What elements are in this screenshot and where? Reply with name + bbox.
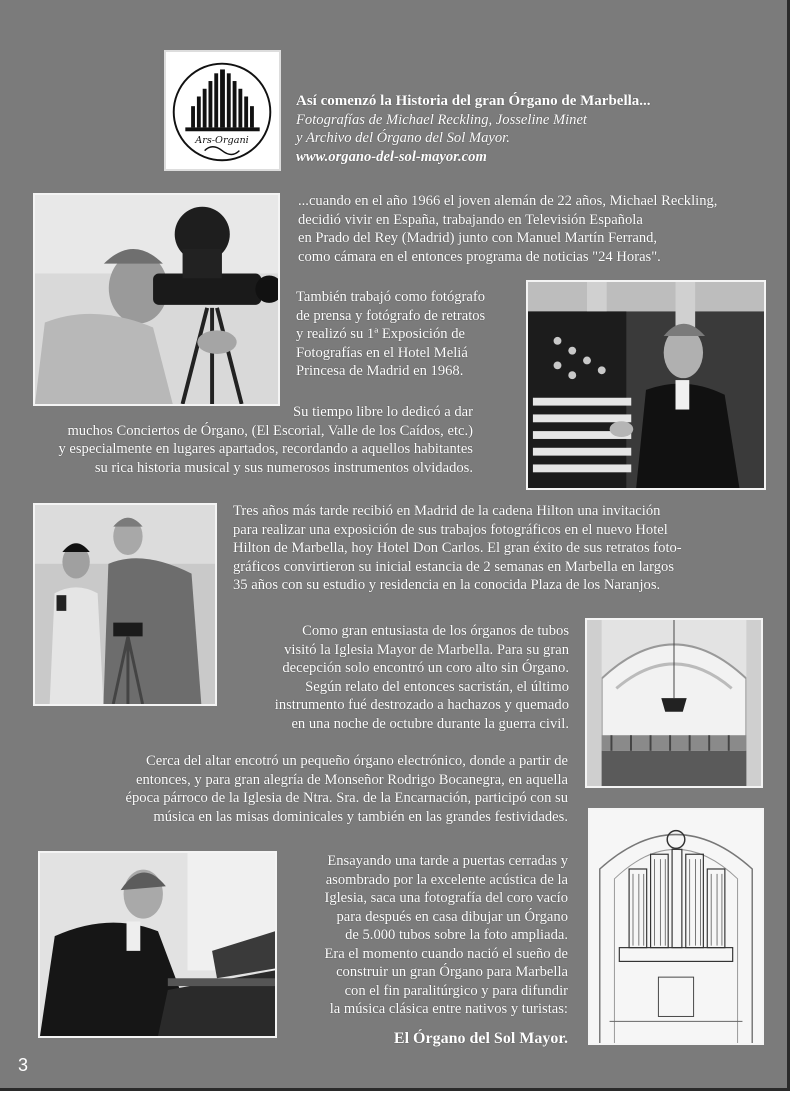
header-text: [296, 92, 651, 166]
ars-organi-logo: [164, 50, 281, 171]
paragraph-4: Tres años más tarde recibió en Madrid de la cadena Hilton una invitación para realizar una exposición de sus trabajos fotográficos en el nuevo Hotel Hilton de Marbella, hoy Hotel Don Carlos. El gran éxito de sus retratos foto- gráficos convirtieron su inicial estancia de 2 semanas en Marbella en largos 35 años con su estudio y residencia en la conocida Plaza de los Naranjos.: [233, 503, 682, 593]
paragraph-1: ...cuando en el año 1966 el joven alemán de 22 años, Michael Reckling, decidió vivir en España, trabajando en Televisión Española en Prado del Rey (Madrid) junto con Manuel Martín Ferrand, como cámara en el entonces programa de noticias "24 Horas".: [298, 193, 718, 265]
photo-credits-line-1: Fotografías de Michael Reckling, Josseline Minet: [296, 111, 587, 128]
photo-organist-console: [526, 280, 766, 490]
photo-church-choir-loft: [585, 618, 763, 788]
drawing-organ-sketch: [588, 808, 764, 1045]
article-title: Así comenzó la Historia del gran Órgano de Marbella...: [296, 93, 651, 109]
photo-credits-line-2: y Archivo del Órgano del Sol Mayor.: [296, 130, 510, 146]
page-number: 3: [18, 1055, 29, 1075]
paragraph-5: Como gran entusiasta de los órganos de tubos visitó la Iglesia Mayor de Marbella. Para su gran decepción solo encontró un coro alto sin Órgano. Según relato del entonces sacristán, el último instrumento fué destrozado a hachazos y quemado en una noche de octubre durante la guerra civil.: [274, 623, 569, 732]
svg-text:Ars-Organi: Ars-Organi: [195, 134, 249, 146]
photo-man-at-organ: [38, 851, 277, 1038]
paragraph-2: También trabajó como fotógrafo de prensa y fotógrafo de retratos y realizó su 1ª Exposición de Fotografías en el Hotel Meliá Princesa de Madrid en 1968.: [296, 289, 486, 379]
paragraph-6: Cerca del altar encotró un pequeño órgano electrónico, donde a partir de entonces, y para gran alegría de Monseñor Rodrigo Bocanegra, en aquella época párroco de la Iglesia de Ntra. Sra. de la Encarnación, participó con su música en las misas dominicales y también en las grandes festividades.: [125, 753, 568, 825]
photo-photographers: [33, 503, 217, 706]
paragraph-7: Ensayando una tarde a puertas cerradas y asombrado por la excelente acústica de la Iglesia, saca una fotografía del coro vacío para después en casa dibujar un Órgano de 5.000 tubos sobre la foto ampliada. Era el momento cuando nació el sueño de construir un gran Órgano para Marbella con el fin paralitúrgico y para difundir la música clásica entre nativos y turistas:: [324, 853, 568, 1017]
organ-pipes-logo-icon: [166, 52, 279, 169]
paragraph-3: Su tiempo libre lo dedicó a dar muchos Conciertos de Órgano, (El Escorial, Valle de los Caídos, etc.) y especialmente en lugares apartados, recordando a aquellos habitantes su rica historia musical y sus numerosos instrumentos olvidados.: [58, 404, 473, 476]
photo-cameraman: [33, 193, 280, 406]
website-url: www.organo-del-sol-mayor.com: [296, 148, 487, 165]
closing-title: El Órgano del Sol Mayor.: [393, 1030, 568, 1047]
